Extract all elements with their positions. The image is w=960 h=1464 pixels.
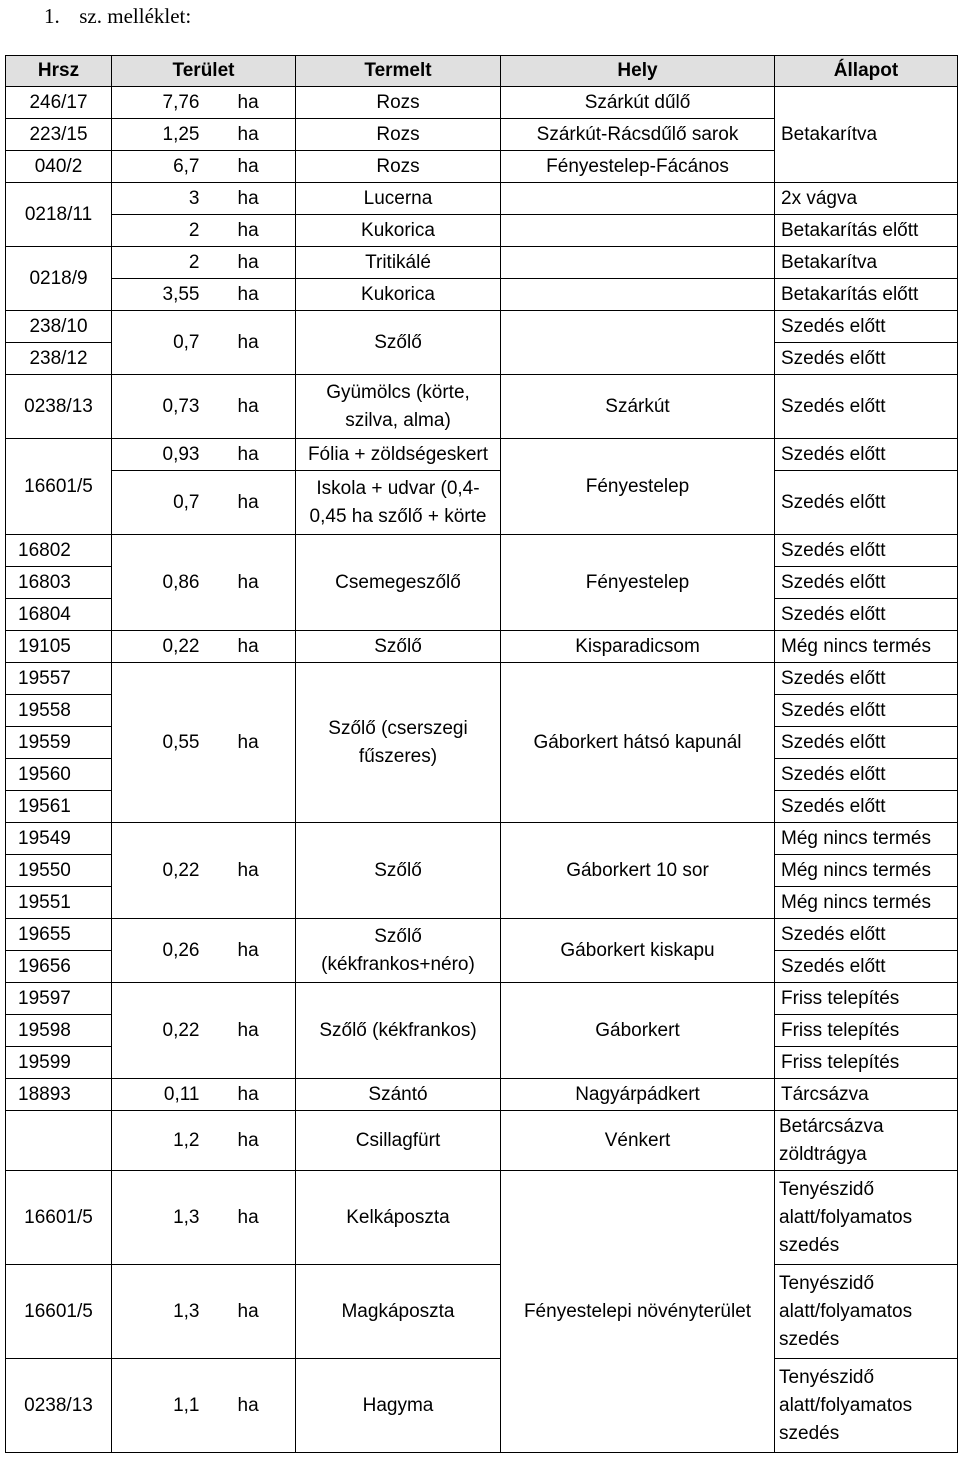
unit-cell: ha [204,279,296,311]
hrsz-cell: 16803 [6,567,112,599]
area-cell: 0,11 [112,1079,204,1111]
place-cell [501,215,775,247]
status-cell: Még nincs termés [775,823,958,855]
crop-cell: Rozs [296,119,501,151]
place-cell [501,183,775,215]
place-cell: Nagyárpádkert [501,1079,775,1111]
unit-cell: ha [204,183,296,215]
status-cell: Betakarítva [775,247,958,279]
hrsz-cell: 19597 [6,983,112,1015]
status-cell: Tenyészidő alatt/folyamatos szedés [775,1359,958,1453]
hrsz-cell: 238/10 [6,311,112,343]
unit-cell: ha [204,1359,296,1453]
table-row [6,247,958,279]
table-row [6,439,958,471]
status-cell: Betárcsázva zöldtrágya [775,1111,958,1171]
crop-cell: Szőlő [296,311,501,375]
place-cell: Szárkút-Rácsdűlő sarok [501,119,775,151]
hrsz-cell: 16601/5 [6,1171,112,1265]
hrsz-cell: 16601/5 [6,1265,112,1359]
table-row [6,215,958,247]
area-cell: 1,3 [112,1265,204,1359]
unit-cell: ha [204,823,296,919]
hrsz-cell: 16802 [6,535,112,567]
status-cell: Szedés előtt [775,599,958,631]
status-cell: Szedés előtt [775,311,958,343]
status-cell: Szedés előtt [775,439,958,471]
hrsz-cell: 238/12 [6,343,112,375]
area-cell: 0,93 [112,439,204,471]
hrsz-cell: 19560 [6,759,112,791]
table-row [6,183,958,215]
unit-cell: ha [204,1171,296,1265]
status-cell: Tenyészidő alatt/folyamatos szedés [775,1171,958,1265]
crop-cell: Rozs [296,87,501,119]
crop-cell: Csemegeszőlő [296,535,501,631]
place-cell [501,311,775,375]
hrsz-cell: 19105 [6,631,112,663]
crop-cell: Szőlő (cserszegi fűszeres) [296,663,501,823]
area-cell: 0,22 [112,631,204,663]
unit-cell: ha [204,535,296,631]
unit-cell: ha [204,151,296,183]
area-cell: 0,22 [112,983,204,1079]
table-row [6,1359,958,1453]
hrsz-cell: 19551 [6,887,112,919]
area-cell: 1,1 [112,1359,204,1453]
table-row [6,279,958,311]
place-cell: Fényestelep-Fácános [501,151,775,183]
crop-cell: Iskola + udvar (0,4-0,45 ha szőlő + körte [296,471,501,535]
status-cell: Szedés előtt [775,471,958,535]
place-cell: Gáborkert hátsó kapunál [501,663,775,823]
heading-text: sz. melléklet: [79,4,192,28]
status-cell: Friss telepítés [775,983,958,1015]
hrsz-cell: 19599 [6,1047,112,1079]
crop-cell: Fólia + zöldségeskert [296,439,501,471]
crop-cell: Kelkáposzta [296,1171,501,1265]
crop-cell: Hagyma [296,1359,501,1453]
hrsz-cell: 19557 [6,663,112,695]
area-cell: 0,86 [112,535,204,631]
heading-number: 1. [44,4,60,28]
place-cell: Szárkút dűlő [501,87,775,119]
unit-cell: ha [204,439,296,471]
place-cell: Kisparadicsom [501,631,775,663]
status-cell: Betakarítás előtt [775,279,958,311]
unit-cell: ha [204,1079,296,1111]
place-cell: Vénkert [501,1111,775,1171]
place-cell: Fényestelepi növényterület [501,1171,775,1453]
status-cell: Még nincs termés [775,855,958,887]
hrsz-cell: 19559 [6,727,112,759]
area-cell: 0,73 [112,375,204,439]
table-row [6,375,958,439]
area-cell: 0,26 [112,919,204,983]
header-termelt: Termelt [296,56,501,87]
crop-cell: Szántó [296,1079,501,1111]
place-cell: Szárkút [501,375,775,439]
header-hrsz: Hrsz [6,56,112,87]
crop-cell: Csillagfürt [296,1111,501,1171]
area-cell: 0,55 [112,663,204,823]
hrsz-cell: 223/15 [6,119,112,151]
data-table [5,55,958,1453]
hrsz-cell: 19561 [6,791,112,823]
area-cell: 7,76 [112,87,204,119]
place-cell: Gáborkert [501,983,775,1079]
place-cell: Gáborkert 10 sor [501,823,775,919]
crop-cell: Szőlő (kékfrankos+néro) [296,919,501,983]
area-cell: 0,7 [112,311,204,375]
place-cell [501,279,775,311]
table-row [6,1111,958,1171]
crop-cell: Kukorica [296,279,501,311]
unit-cell: ha [204,919,296,983]
place-cell: Fényestelep [501,535,775,631]
unit-cell: ha [204,119,296,151]
status-cell: Szedés előtt [775,695,958,727]
status-cell: Friss telepítés [775,1015,958,1047]
place-cell: Fényestelep [501,439,775,535]
hrsz-cell: 0238/13 [6,1359,112,1453]
status-cell: Tárcsázva [775,1079,958,1111]
crop-cell: Tritikálé [296,247,501,279]
status-cell: Még nincs termés [775,887,958,919]
header-hely: Hely [501,56,775,87]
area-cell: 3,55 [112,279,204,311]
area-cell: 6,7 [112,151,204,183]
hrsz-cell: 19598 [6,1015,112,1047]
unit-cell: ha [204,1265,296,1359]
hrsz-cell: 18893 [6,1079,112,1111]
table-row [6,919,958,951]
status-cell: Szedés előtt [775,567,958,599]
status-cell: Szedés előtt [775,791,958,823]
unit-cell: ha [204,87,296,119]
table-row [6,983,958,1015]
unit-cell: ha [204,663,296,823]
place-cell [501,247,775,279]
status-cell: Még nincs termés [775,631,958,663]
status-cell: Szedés előtt [775,919,958,951]
table-row [6,631,958,663]
table-row [6,311,958,343]
unit-cell: ha [204,311,296,375]
unit-cell: ha [204,631,296,663]
header-terulet: Terület [112,56,296,87]
hrsz-cell: 16804 [6,599,112,631]
area-cell: 0,7 [112,471,204,535]
status-cell: Szedés előtt [775,375,958,439]
unit-cell: ha [204,215,296,247]
status-cell: Szedés előtt [775,663,958,695]
table-row [6,471,958,535]
hrsz-cell: 0238/13 [6,375,112,439]
table-row [6,1265,958,1359]
hrsz-cell: 19558 [6,695,112,727]
table-row [6,823,958,855]
crop-cell: Rozs [296,151,501,183]
crop-cell: Gyümölcs (körte, szilva, alma) [296,375,501,439]
header-allapot: Állapot [775,56,958,87]
status-cell: Friss telepítés [775,1047,958,1079]
hrsz-cell: 19549 [6,823,112,855]
status-cell: 2x vágva [775,183,958,215]
status-cell: Szedés előtt [775,759,958,791]
unit-cell: ha [204,247,296,279]
area-cell: 0,22 [112,823,204,919]
status-cell: Tenyészidő alatt/folyamatos szedés [775,1265,958,1359]
area-cell: 1,3 [112,1171,204,1265]
hrsz-cell: 0218/11 [6,183,112,247]
table-row [6,535,958,567]
place-cell: Gáborkert kiskapu [501,919,775,983]
unit-cell: ha [204,983,296,1079]
table-row [6,663,958,695]
hrsz-cell [6,1111,112,1171]
status-cell: Szedés előtt [775,951,958,983]
crop-cell: Szőlő (kékfrankos) [296,983,501,1079]
hrsz-cell: 19656 [6,951,112,983]
table-header-row [6,56,958,87]
area-cell: 3 [112,183,204,215]
hrsz-cell: 246/17 [6,87,112,119]
table-row [6,1171,958,1265]
table-row [6,87,958,119]
hrsz-cell: 19550 [6,855,112,887]
crop-cell: Lucerna [296,183,501,215]
page-heading [44,2,191,30]
table-row [6,1079,958,1111]
area-cell: 2 [112,247,204,279]
crop-cell: Magkáposzta [296,1265,501,1359]
status-cell: Szedés előtt [775,343,958,375]
hrsz-cell: 16601/5 [6,439,112,535]
hrsz-cell: 0218/9 [6,247,112,311]
hrsz-cell: 040/2 [6,151,112,183]
status-cell: Szedés előtt [775,535,958,567]
area-cell: 1,2 [112,1111,204,1171]
crop-cell: Szőlő [296,631,501,663]
status-cell: Betakarítva [775,87,958,183]
unit-cell: ha [204,1111,296,1171]
status-cell: Betakarítás előtt [775,215,958,247]
status-cell: Szedés előtt [775,727,958,759]
area-cell: 1,25 [112,119,204,151]
area-cell: 2 [112,215,204,247]
crop-cell: Kukorica [296,215,501,247]
unit-cell: ha [204,375,296,439]
unit-cell: ha [204,471,296,535]
crop-cell: Szőlő [296,823,501,919]
hrsz-cell: 19655 [6,919,112,951]
